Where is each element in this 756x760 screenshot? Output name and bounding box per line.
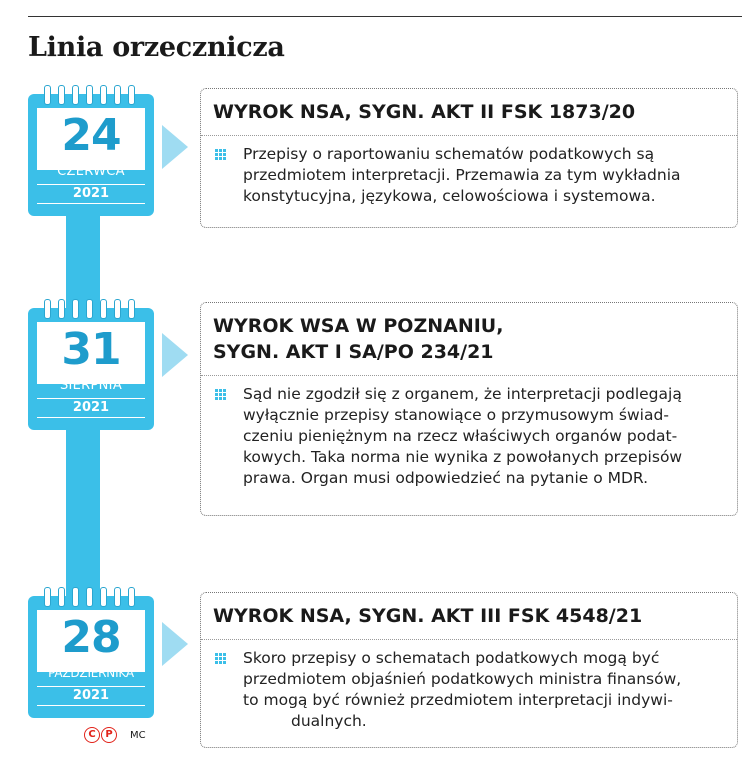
calendar-day: 24 (61, 110, 121, 161)
calendar-rings (28, 299, 154, 319)
calendar-year: 2021 (37, 398, 145, 418)
grid-bullet-icon (215, 149, 227, 161)
author-initials: MC (130, 730, 146, 741)
ruling-heading: WYROK NSA, SYGN. AKT II FSK 1873/20 (213, 101, 636, 123)
ruling-heading: WYROK WSA W POZNANIU, SYGN. AKT I SA/PO 234/21 (213, 315, 504, 363)
grid-bullet-icon (215, 653, 227, 665)
grid-bullet-icon (215, 389, 227, 401)
copyright-mark (84, 726, 118, 743)
ruling-text: Sąd nie zgodził się z organem, że interpretacji podlegają wyłącznie przepisy stanowiące o przymusowym świad- czeniu pieniężnym na rzecz właściwych organów podat- kowych. Taka norma nie wynika z powołanych przepisów prawa. Organ musi odpowiedzieć na pytanie o MDR. (201, 376, 737, 489)
copyright-c-icon: C (84, 727, 100, 743)
calendar-icon-2 (28, 308, 154, 430)
copyright-p-icon: P (101, 727, 117, 743)
calendar-day: 28 (61, 612, 121, 663)
calendar-year: 2021 (37, 184, 145, 204)
calendar-month: CZERWCA (57, 164, 125, 179)
calendar-year: 2021 (37, 686, 145, 706)
arrow-icon (162, 333, 188, 377)
calendar-icon-3 (28, 596, 154, 718)
arrow-icon (162, 125, 188, 169)
ruling-text: Przepisy o raportowaniu schematów podatkowych są przedmiotem interpretacji. Przemawia za tym wykładnia konstytucyjna, językowa, celowościowa i systemowa. (201, 136, 737, 207)
calendar-rings (28, 85, 154, 105)
ruling-heading: WYROK NSA, SYGN. AKT III FSK 4548/21 (213, 605, 643, 627)
ruling-card-2 (200, 302, 738, 516)
arrow-icon (162, 622, 188, 666)
ruling-text: Skoro przepisy o schematach podatkowych mogą być przedmiotem objaśnień podatkowych ministra finansów, to mogą być również przedmiotem interpretacji indywi- dualnych. (201, 640, 737, 732)
calendar-day: 31 (61, 324, 121, 375)
ruling-card-1 (200, 88, 738, 228)
calendar-icon-1 (28, 94, 154, 216)
top-rule (28, 16, 742, 17)
calendar-month: PAŹDZIERNIKA (48, 666, 134, 680)
ruling-card-3 (200, 592, 738, 748)
calendar-rings (28, 587, 154, 607)
page-title: Linia orzecznicza (28, 32, 285, 63)
calendar-month: SIERPNIA (59, 378, 123, 393)
